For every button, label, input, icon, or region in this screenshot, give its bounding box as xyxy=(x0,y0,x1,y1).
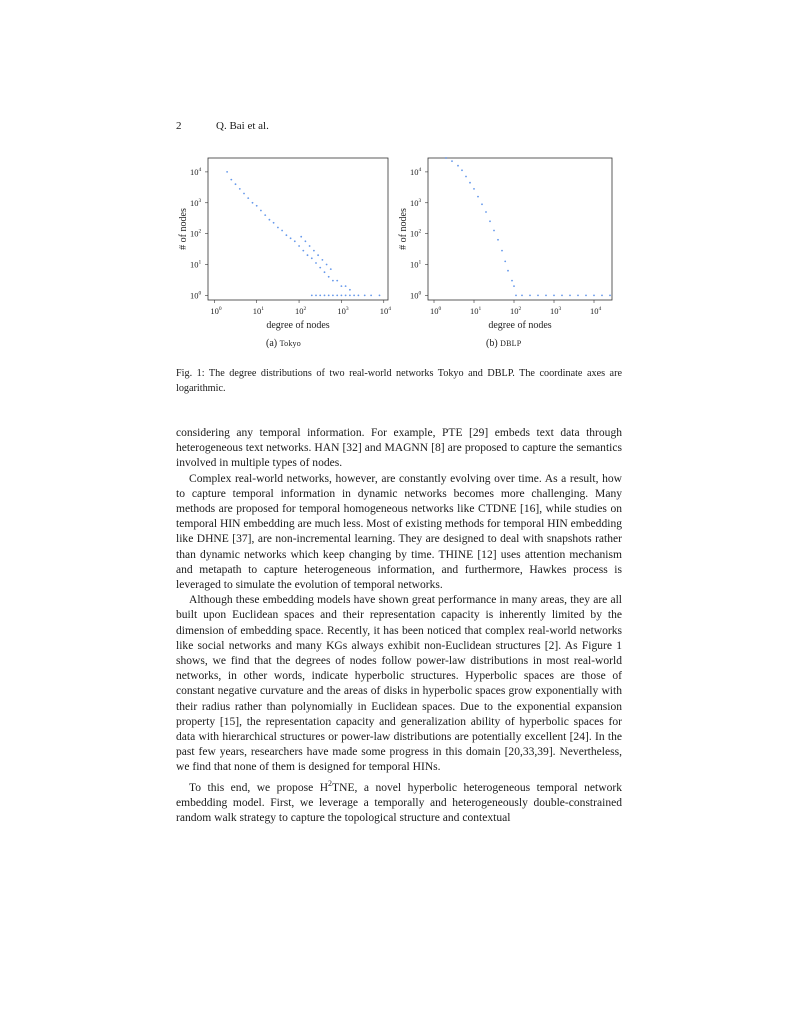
data-point xyxy=(545,295,547,297)
y-tick-exp: 2 xyxy=(198,228,202,235)
data-point xyxy=(481,203,483,205)
data-point xyxy=(585,295,587,297)
data-point xyxy=(264,214,266,216)
y-tick-label: $10^4$ xyxy=(410,166,422,177)
data-point xyxy=(370,295,372,297)
y-tick-label: $10^2$ xyxy=(190,228,202,239)
data-point xyxy=(358,295,360,297)
running-authors: Q. Bai et al. xyxy=(216,120,269,132)
x-tick-exp: 4 xyxy=(598,306,602,312)
data-point xyxy=(332,295,334,297)
data-point xyxy=(601,295,603,297)
y-tick-exp: 4 xyxy=(418,166,422,173)
data-point xyxy=(309,245,311,247)
data-point xyxy=(493,230,495,232)
data-point xyxy=(501,250,503,252)
y-tick-label: $10^1$ xyxy=(190,259,202,270)
data-point xyxy=(315,262,317,264)
y-axis-label: # of nodes xyxy=(398,208,409,250)
data-point xyxy=(313,250,315,252)
data-point xyxy=(364,295,366,297)
data-point xyxy=(317,254,319,256)
x-tick-exp: 1 xyxy=(478,306,482,312)
data-point xyxy=(226,171,228,173)
data-point xyxy=(553,295,555,297)
paragraph-4-pre: To this end, we propose H xyxy=(189,781,329,794)
data-point xyxy=(277,227,279,229)
y-tick-exp: 1 xyxy=(418,259,422,266)
data-point xyxy=(349,289,351,291)
data-point xyxy=(330,268,332,270)
data-point xyxy=(473,188,475,190)
x-tick-label: $10^2$ xyxy=(510,306,522,316)
x-tick-exp: 4 xyxy=(388,306,392,312)
y-tick-exp: 0 xyxy=(198,290,202,297)
data-point xyxy=(513,285,515,287)
data-point xyxy=(324,271,326,273)
y-tick-label: $10^3$ xyxy=(190,197,202,208)
y-axis-label: # of nodes xyxy=(178,208,189,250)
chart-tokyo-svg xyxy=(176,150,396,340)
chart-tokyo xyxy=(176,150,396,345)
data-point xyxy=(457,165,459,167)
subcaption-b-name: DBLP xyxy=(500,339,522,348)
data-point xyxy=(252,202,254,204)
subcaption-a xyxy=(266,338,301,349)
y-tick-exp: 3 xyxy=(198,197,202,204)
y-tick-label: $10^1$ xyxy=(410,259,422,270)
data-point xyxy=(477,196,479,198)
x-tick-exp: 2 xyxy=(303,306,307,312)
x-tick-label: $10^0$ xyxy=(430,306,442,316)
data-point xyxy=(341,285,343,287)
data-point xyxy=(353,295,355,297)
data-point xyxy=(504,261,506,263)
data-point xyxy=(537,295,539,297)
page-number: 2 xyxy=(176,120,182,132)
data-point xyxy=(239,188,241,190)
y-tick-label: $10^2$ xyxy=(410,228,422,239)
data-point xyxy=(311,295,313,297)
data-point xyxy=(511,280,513,282)
data-point xyxy=(561,295,563,297)
x-axis-label: degree of nodes xyxy=(266,320,330,331)
data-point xyxy=(507,270,509,272)
data-point xyxy=(336,295,338,297)
data-point xyxy=(497,239,499,241)
data-point xyxy=(521,295,523,297)
data-point xyxy=(469,182,471,184)
data-point xyxy=(485,211,487,213)
paragraph-4 xyxy=(176,776,622,826)
y-tick-label: $10^4$ xyxy=(190,166,202,177)
data-point xyxy=(328,276,330,278)
figure-caption xyxy=(176,366,622,396)
data-point xyxy=(345,285,347,287)
paragraph-3: Although these embedding models have shown great performance in many areas, they are all built upon Euclidean spaces and their representation capacity is inherently limited by the dimension of embedding space. Recently, it has been noticed that complex real-world networks like social networks and many KGs always exhibit non-Euclidean structures [2]. As Figure 1 shows, we find that the degrees of nodes follow power-law distributions in most real-world networks, in other words, indicate hyperbolic structures. Hyperbolic spaces are those of constant negative curvature and the areas of disks in hyperbolic spaces grow exponentially with their radius rather than polynomially in Euclidean spaces. Due to the exponential expansion property [15], the representation capacity and generalization ability of hyperbolic spaces for data with hierarchical structures or power-law distributions are potentially excellent [24]. In the past few years, researchers have made some progress in this domain [20,33,39]. Nevertheless, we find that none of them is designed for temporal HINs. xyxy=(176,594,622,774)
data-point xyxy=(379,295,381,297)
data-point xyxy=(300,236,302,238)
plot-frame xyxy=(208,158,388,300)
data-point xyxy=(336,280,338,282)
data-point xyxy=(328,295,330,297)
x-tick-exp: 1 xyxy=(261,306,264,312)
data-point xyxy=(322,259,324,261)
x-tick-label: $10^1$ xyxy=(470,306,482,316)
data-point xyxy=(315,295,317,297)
data-point xyxy=(281,230,283,232)
data-point xyxy=(345,295,347,297)
y-tick-label: $10^3$ xyxy=(410,197,422,208)
data-point xyxy=(489,220,491,222)
data-point xyxy=(260,210,262,212)
subcaption-a-name: Tokyo xyxy=(279,339,301,348)
body-text xyxy=(176,426,622,826)
y-tick-exp: 3 xyxy=(418,197,422,204)
x-tick-label: $10^1$ xyxy=(252,306,264,316)
figure-caption-text: The degree distributions of two real-world networks Tokyo and DBLP. The coordinate axes are logarithmic. xyxy=(176,368,622,394)
plot-frame xyxy=(428,158,612,300)
data-point xyxy=(311,257,313,259)
data-point xyxy=(298,245,300,247)
subcaption-a-tag: (a) xyxy=(266,338,278,349)
data-point xyxy=(247,197,249,199)
x-tick-label: $10^4$ xyxy=(379,306,392,316)
paragraph-4-post: TNE, a novel hyperbolic heterogeneous temporal network embedding model. First, we leverage a temporally and heterogeneously double-constrained random walk strategy to capture the topological structure and contextual xyxy=(176,781,623,824)
data-point xyxy=(577,295,579,297)
data-point xyxy=(319,267,321,269)
data-point xyxy=(451,160,453,162)
data-point xyxy=(294,240,296,242)
x-tick-label: $10^0$ xyxy=(210,306,222,316)
y-tick-exp: 2 xyxy=(418,228,422,235)
x-tick-label: $10^3$ xyxy=(550,306,562,316)
data-point xyxy=(332,280,334,282)
subcaption-b xyxy=(486,338,521,349)
y-tick-label: $10^0$ xyxy=(410,290,422,301)
data-point xyxy=(324,295,326,297)
data-point xyxy=(243,193,245,195)
data-point xyxy=(341,295,343,297)
y-tick-exp: 1 xyxy=(198,259,202,266)
y-tick-exp: 0 xyxy=(418,290,422,297)
data-point xyxy=(349,295,351,297)
data-point xyxy=(307,254,309,256)
data-point xyxy=(593,295,595,297)
data-point xyxy=(305,240,307,242)
data-point xyxy=(515,295,517,297)
paragraph-2: Complex real-world networks, however, are constantly evolving over time. As a result, how to capture temporal information in dynamic networks becomes more challenging. Many methods are proposed for temporal homogeneous networks like CTDNE [16], while studies on temporal HIN embedding are much less. Most of existing methods for temporal HIN embedding like DHNE [37], are non-incremental learning. They are designed to deal with snapshots rather than dynamic networks which keep changing by time. THINE [12] uses attention mechanism and metapath to capture heterogeneous information, and furthermore, Hawkes process is leveraged to simulate the evolution of temporal networks. xyxy=(176,472,622,592)
x-tick-label: $10^3$ xyxy=(337,306,349,316)
subcaption-b-tag: (b) xyxy=(486,338,498,349)
x-tick-exp: 0 xyxy=(218,306,222,312)
x-tick-label: $10^4$ xyxy=(590,306,602,316)
data-point xyxy=(319,295,321,297)
data-point xyxy=(529,295,531,297)
data-point xyxy=(569,295,571,297)
data-point xyxy=(273,222,275,224)
data-point xyxy=(286,234,288,236)
x-tick-exp: 3 xyxy=(558,306,562,312)
figure-caption-label: Fig. 1: xyxy=(176,368,205,379)
x-axis-label: degree of nodes xyxy=(488,320,552,331)
x-tick-exp: 3 xyxy=(345,306,349,312)
x-tick-exp: 2 xyxy=(518,306,522,312)
paragraph-1: considering any temporal information. For example, PTE [29] embeds text data through heterogeneous text networks. HAN [32] and MAGNN [8] are proposed to capture the semantics involved in multiple types of nodes. xyxy=(176,427,622,470)
data-point xyxy=(465,176,467,178)
data-point xyxy=(326,264,328,266)
y-tick-label: $10^0$ xyxy=(190,290,202,301)
chart-dblp xyxy=(396,150,622,345)
data-point xyxy=(230,179,232,181)
data-point xyxy=(235,183,237,185)
paragraph-4-sup: 2 xyxy=(328,778,333,788)
data-point xyxy=(290,237,292,239)
data-point xyxy=(256,205,258,207)
data-point xyxy=(445,157,447,159)
x-tick-label: $10^2$ xyxy=(295,306,307,316)
y-tick-exp: 4 xyxy=(198,166,202,173)
chart-dblp-svg xyxy=(396,150,622,340)
data-point xyxy=(269,219,271,221)
data-point xyxy=(461,169,463,171)
x-tick-exp: 0 xyxy=(438,306,442,312)
data-point xyxy=(302,250,304,252)
data-point xyxy=(609,295,611,297)
